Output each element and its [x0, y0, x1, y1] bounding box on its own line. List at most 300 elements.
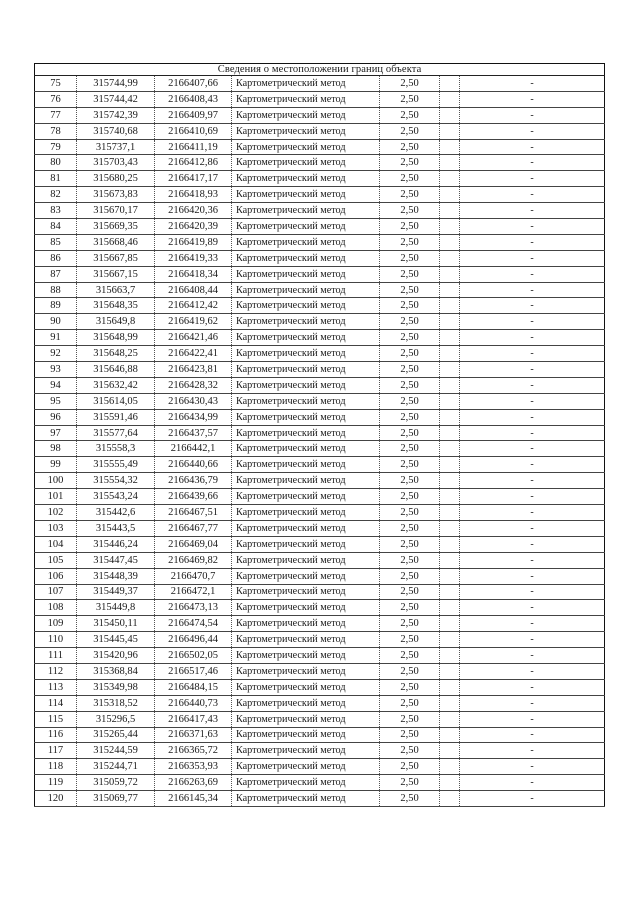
cell-point-number: 92	[35, 346, 77, 362]
table-row	[35, 520, 605, 536]
cell-accuracy: 2,50	[380, 600, 440, 616]
cell-method: Картометрический метод	[232, 393, 380, 409]
cell-accuracy: 2,50	[380, 520, 440, 536]
cell-coord-x: 315669,35	[77, 219, 155, 235]
cell-empty-cell	[440, 616, 460, 632]
cell-method: Картометрический метод	[232, 155, 380, 171]
cell-accuracy: 2,50	[380, 91, 440, 107]
cell-description: -	[460, 107, 605, 123]
cell-method: Картометрический метод	[232, 489, 380, 505]
cell-description: -	[460, 282, 605, 298]
cell-empty-cell	[440, 600, 460, 616]
cell-coord-x: 315744,99	[77, 76, 155, 92]
cell-accuracy: 2,50	[380, 775, 440, 791]
cell-method: Картометрический метод	[232, 266, 380, 282]
cell-coord-y: 2166412,86	[155, 155, 232, 171]
cell-coord-y: 2166517,46	[155, 663, 232, 679]
cell-coord-y: 2166469,82	[155, 552, 232, 568]
cell-description: -	[460, 584, 605, 600]
cell-accuracy: 2,50	[380, 441, 440, 457]
cell-accuracy: 2,50	[380, 282, 440, 298]
cell-empty-cell	[440, 91, 460, 107]
cell-accuracy: 2,50	[380, 171, 440, 187]
table-row	[35, 314, 605, 330]
cell-description: -	[460, 743, 605, 759]
cell-description: -	[460, 489, 605, 505]
cell-accuracy: 2,50	[380, 473, 440, 489]
cell-method: Картометрический метод	[232, 536, 380, 552]
cell-coord-y: 2166419,89	[155, 234, 232, 250]
table-row	[35, 282, 605, 298]
cell-empty-cell	[440, 107, 460, 123]
cell-point-number: 87	[35, 266, 77, 282]
cell-empty-cell	[440, 298, 460, 314]
cell-accuracy: 2,50	[380, 505, 440, 521]
cell-coord-y: 2166371,63	[155, 727, 232, 743]
table-row	[35, 568, 605, 584]
cell-point-number: 116	[35, 727, 77, 743]
cell-description: -	[460, 457, 605, 473]
cell-method: Картометрический метод	[232, 219, 380, 235]
cell-empty-cell	[440, 314, 460, 330]
table-row	[35, 600, 605, 616]
cell-point-number: 105	[35, 552, 77, 568]
cell-description: -	[460, 76, 605, 92]
cell-point-number: 119	[35, 775, 77, 791]
cell-description: -	[460, 409, 605, 425]
cell-method: Картометрический метод	[232, 552, 380, 568]
cell-accuracy: 2,50	[380, 711, 440, 727]
cell-coord-y: 2166428,32	[155, 377, 232, 393]
cell-description: -	[460, 759, 605, 775]
table-row	[35, 107, 605, 123]
table-row	[35, 91, 605, 107]
cell-description: -	[460, 616, 605, 632]
cell-accuracy: 2,50	[380, 346, 440, 362]
cell-accuracy: 2,50	[380, 234, 440, 250]
cell-description: -	[460, 775, 605, 791]
cell-description: -	[460, 250, 605, 266]
cell-coord-x: 315577,64	[77, 425, 155, 441]
cell-coord-x: 315667,15	[77, 266, 155, 282]
cell-coord-y: 2166437,57	[155, 425, 232, 441]
cell-point-number: 108	[35, 600, 77, 616]
cell-point-number: 97	[35, 425, 77, 441]
cell-method: Картометрический метод	[232, 425, 380, 441]
cell-method: Картометрический метод	[232, 473, 380, 489]
cell-method: Картометрический метод	[232, 171, 380, 187]
cell-description: -	[460, 139, 605, 155]
cell-point-number: 114	[35, 695, 77, 711]
cell-method: Картометрический метод	[232, 298, 380, 314]
cell-point-number: 82	[35, 187, 77, 203]
cell-method: Картометрический метод	[232, 520, 380, 536]
cell-coord-y: 2166436,79	[155, 473, 232, 489]
cell-point-number: 99	[35, 457, 77, 473]
cell-description: -	[460, 314, 605, 330]
cell-empty-cell	[440, 155, 460, 171]
cell-coord-y: 2166418,34	[155, 266, 232, 282]
cell-method: Картометрический метод	[232, 187, 380, 203]
cell-coord-x: 315744,42	[77, 91, 155, 107]
cell-point-number: 120	[35, 791, 77, 807]
cell-empty-cell	[440, 505, 460, 521]
cell-empty-cell	[440, 775, 460, 791]
cell-empty-cell	[440, 489, 460, 505]
cell-coord-x: 315244,71	[77, 759, 155, 775]
cell-accuracy: 2,50	[380, 155, 440, 171]
cell-coord-y: 2166422,41	[155, 346, 232, 362]
cell-accuracy: 2,50	[380, 377, 440, 393]
cell-description: -	[460, 600, 605, 616]
cell-coord-x: 315443,5	[77, 520, 155, 536]
cell-point-number: 90	[35, 314, 77, 330]
cell-point-number: 79	[35, 139, 77, 155]
table-row	[35, 441, 605, 457]
cell-coord-y: 2166440,66	[155, 457, 232, 473]
cell-method: Картометрический метод	[232, 584, 380, 600]
cell-description: -	[460, 298, 605, 314]
cell-accuracy: 2,50	[380, 314, 440, 330]
cell-accuracy: 2,50	[380, 679, 440, 695]
cell-accuracy: 2,50	[380, 457, 440, 473]
table-row	[35, 234, 605, 250]
cell-coord-y: 2166420,39	[155, 219, 232, 235]
cell-coord-x: 315447,45	[77, 552, 155, 568]
cell-description: -	[460, 377, 605, 393]
cell-coord-x: 315448,39	[77, 568, 155, 584]
table-row	[35, 759, 605, 775]
cell-empty-cell	[440, 473, 460, 489]
cell-description: -	[460, 520, 605, 536]
cell-coord-y: 2166423,81	[155, 362, 232, 378]
cell-empty-cell	[440, 139, 460, 155]
cell-coord-x: 315368,84	[77, 663, 155, 679]
table-row	[35, 727, 605, 743]
cell-point-number: 103	[35, 520, 77, 536]
cell-description: -	[460, 632, 605, 648]
table-row	[35, 171, 605, 187]
cell-description: -	[460, 393, 605, 409]
cell-method: Картометрический метод	[232, 139, 380, 155]
cell-description: -	[460, 187, 605, 203]
cell-coord-x: 315420,96	[77, 648, 155, 664]
cell-accuracy: 2,50	[380, 362, 440, 378]
cell-coord-y: 2166409,97	[155, 107, 232, 123]
cell-empty-cell	[440, 76, 460, 92]
cell-method: Картометрический метод	[232, 457, 380, 473]
cell-method: Картометрический метод	[232, 330, 380, 346]
cell-coord-x: 315680,25	[77, 171, 155, 187]
cell-empty-cell	[440, 250, 460, 266]
table-row	[35, 711, 605, 727]
cell-accuracy: 2,50	[380, 489, 440, 505]
cell-method: Картометрический метод	[232, 711, 380, 727]
cell-description: -	[460, 711, 605, 727]
cell-accuracy: 2,50	[380, 187, 440, 203]
cell-empty-cell	[440, 123, 460, 139]
cell-coord-x: 315670,17	[77, 203, 155, 219]
cell-coord-y: 2166502,05	[155, 648, 232, 664]
cell-accuracy: 2,50	[380, 393, 440, 409]
cell-method: Картометрический метод	[232, 727, 380, 743]
cell-coord-y: 2166442,1	[155, 441, 232, 457]
cell-point-number: 93	[35, 362, 77, 378]
cell-method: Картометрический метод	[232, 362, 380, 378]
cell-description: -	[460, 171, 605, 187]
cell-empty-cell	[440, 377, 460, 393]
cell-coord-y: 2166365,72	[155, 743, 232, 759]
cell-method: Картометрический метод	[232, 568, 380, 584]
cell-point-number: 110	[35, 632, 77, 648]
cell-accuracy: 2,50	[380, 743, 440, 759]
cell-empty-cell	[440, 695, 460, 711]
table-row	[35, 123, 605, 139]
cell-coord-x: 315649,8	[77, 314, 155, 330]
cell-coord-y: 2166440,73	[155, 695, 232, 711]
cell-description: -	[460, 362, 605, 378]
cell-coord-x: 315445,45	[77, 632, 155, 648]
cell-point-number: 83	[35, 203, 77, 219]
cell-description: -	[460, 219, 605, 235]
table-row	[35, 743, 605, 759]
table-row	[35, 346, 605, 362]
cell-coord-x: 315740,68	[77, 123, 155, 139]
cell-description: -	[460, 441, 605, 457]
cell-coord-y: 2166434,99	[155, 409, 232, 425]
document-page	[34, 63, 604, 807]
table-row	[35, 632, 605, 648]
cell-method: Картометрический метод	[232, 234, 380, 250]
cell-coord-y: 2166467,77	[155, 520, 232, 536]
cell-empty-cell	[440, 791, 460, 807]
cell-point-number: 75	[35, 76, 77, 92]
cell-empty-cell	[440, 648, 460, 664]
cell-coord-x: 315449,8	[77, 600, 155, 616]
cell-coord-y: 2166474,54	[155, 616, 232, 632]
cell-point-number: 96	[35, 409, 77, 425]
table-row	[35, 266, 605, 282]
cell-accuracy: 2,50	[380, 139, 440, 155]
cell-point-number: 106	[35, 568, 77, 584]
cell-coord-x: 315703,43	[77, 155, 155, 171]
table-row	[35, 362, 605, 378]
cell-coord-y: 2166417,17	[155, 171, 232, 187]
cell-point-number: 113	[35, 679, 77, 695]
table-row	[35, 536, 605, 552]
table-row	[35, 663, 605, 679]
cell-method: Картометрический метод	[232, 632, 380, 648]
cell-method: Картометрический метод	[232, 663, 380, 679]
cell-accuracy: 2,50	[380, 648, 440, 664]
cell-accuracy: 2,50	[380, 330, 440, 346]
cell-coord-x: 315668,46	[77, 234, 155, 250]
cell-point-number: 86	[35, 250, 77, 266]
table-row	[35, 203, 605, 219]
cell-point-number: 115	[35, 711, 77, 727]
table-row	[35, 791, 605, 807]
table-row	[35, 298, 605, 314]
table-row	[35, 648, 605, 664]
cell-description: -	[460, 695, 605, 711]
cell-point-number: 109	[35, 616, 77, 632]
table-row	[35, 616, 605, 632]
table-row	[35, 505, 605, 521]
cell-coord-x: 315069,77	[77, 791, 155, 807]
cell-empty-cell	[440, 632, 460, 648]
cell-coord-x: 315554,32	[77, 473, 155, 489]
cell-point-number: 80	[35, 155, 77, 171]
cell-description: -	[460, 425, 605, 441]
cell-point-number: 118	[35, 759, 77, 775]
cell-accuracy: 2,50	[380, 266, 440, 282]
cell-method: Картометрический метод	[232, 282, 380, 298]
cell-empty-cell	[440, 727, 460, 743]
cell-coord-x: 315543,24	[77, 489, 155, 505]
cell-empty-cell	[440, 171, 460, 187]
cell-coord-y: 2166263,69	[155, 775, 232, 791]
cell-coord-y: 2166496,44	[155, 632, 232, 648]
cell-empty-cell	[440, 584, 460, 600]
cell-coord-y: 2166408,43	[155, 91, 232, 107]
cell-empty-cell	[440, 362, 460, 378]
cell-coord-x: 315591,46	[77, 409, 155, 425]
cell-point-number: 76	[35, 91, 77, 107]
table-row	[35, 552, 605, 568]
cell-coord-x: 315614,05	[77, 393, 155, 409]
cell-coord-y: 2166417,43	[155, 711, 232, 727]
cell-point-number: 107	[35, 584, 77, 600]
cell-empty-cell	[440, 409, 460, 425]
cell-description: -	[460, 791, 605, 807]
cell-empty-cell	[440, 393, 460, 409]
cell-empty-cell	[440, 187, 460, 203]
cell-description: -	[460, 679, 605, 695]
cell-accuracy: 2,50	[380, 409, 440, 425]
cell-accuracy: 2,50	[380, 791, 440, 807]
cell-method: Картометрический метод	[232, 441, 380, 457]
cell-point-number: 91	[35, 330, 77, 346]
cell-description: -	[460, 663, 605, 679]
cell-coord-x: 315555,49	[77, 457, 155, 473]
cell-coord-x: 315442,6	[77, 505, 155, 521]
cell-coord-y: 2166407,66	[155, 76, 232, 92]
cell-coord-y: 2166439,66	[155, 489, 232, 505]
table-title-row	[35, 64, 605, 76]
cell-point-number: 102	[35, 505, 77, 521]
cell-accuracy: 2,50	[380, 552, 440, 568]
cell-method: Картометрический метод	[232, 314, 380, 330]
cell-method: Картометрический метод	[232, 648, 380, 664]
cell-accuracy: 2,50	[380, 76, 440, 92]
cell-coord-y: 2166411,19	[155, 139, 232, 155]
cell-point-number: 81	[35, 171, 77, 187]
table-row	[35, 584, 605, 600]
cell-coord-x: 315446,24	[77, 536, 155, 552]
cell-point-number: 112	[35, 663, 77, 679]
cell-description: -	[460, 648, 605, 664]
cell-coord-x: 315646,88	[77, 362, 155, 378]
cell-empty-cell	[440, 759, 460, 775]
cell-point-number: 84	[35, 219, 77, 235]
cell-coord-x: 315663,7	[77, 282, 155, 298]
cell-coord-x: 315449,37	[77, 584, 155, 600]
cell-empty-cell	[440, 282, 460, 298]
cell-accuracy: 2,50	[380, 663, 440, 679]
table-row	[35, 489, 605, 505]
cell-coord-y: 2166412,42	[155, 298, 232, 314]
cell-coord-y: 2166353,93	[155, 759, 232, 775]
cell-coord-y: 2166470,7	[155, 568, 232, 584]
cell-method: Картометрический метод	[232, 250, 380, 266]
cell-empty-cell	[440, 711, 460, 727]
table-row	[35, 187, 605, 203]
table-title: Сведения о местоположении границ объекта	[35, 64, 605, 76]
cell-accuracy: 2,50	[380, 616, 440, 632]
cell-empty-cell	[440, 266, 460, 282]
cell-method: Картометрический метод	[232, 695, 380, 711]
cell-point-number: 100	[35, 473, 77, 489]
cell-accuracy: 2,50	[380, 759, 440, 775]
cell-coord-x: 315296,5	[77, 711, 155, 727]
cell-empty-cell	[440, 219, 460, 235]
cell-method: Картометрический метод	[232, 505, 380, 521]
cell-accuracy: 2,50	[380, 727, 440, 743]
cell-method: Картометрический метод	[232, 600, 380, 616]
cell-method: Картометрический метод	[232, 377, 380, 393]
cell-point-number: 104	[35, 536, 77, 552]
cell-coord-y: 2166469,04	[155, 536, 232, 552]
cell-accuracy: 2,50	[380, 203, 440, 219]
table-row	[35, 219, 605, 235]
table-row	[35, 155, 605, 171]
cell-coord-y: 2166408,44	[155, 282, 232, 298]
cell-empty-cell	[440, 520, 460, 536]
cell-point-number: 88	[35, 282, 77, 298]
cell-empty-cell	[440, 743, 460, 759]
cell-method: Картометрический метод	[232, 409, 380, 425]
cell-method: Картометрический метод	[232, 743, 380, 759]
cell-description: -	[460, 155, 605, 171]
cell-point-number: 95	[35, 393, 77, 409]
cell-empty-cell	[440, 663, 460, 679]
cell-accuracy: 2,50	[380, 425, 440, 441]
cell-coord-x: 315059,72	[77, 775, 155, 791]
cell-point-number: 85	[35, 234, 77, 250]
cell-coord-x: 315318,52	[77, 695, 155, 711]
cell-method: Картометрический метод	[232, 91, 380, 107]
cell-description: -	[460, 536, 605, 552]
cell-coord-y: 2166410,69	[155, 123, 232, 139]
cell-description: -	[460, 330, 605, 346]
cell-empty-cell	[440, 552, 460, 568]
cell-description: -	[460, 505, 605, 521]
table-row	[35, 139, 605, 155]
table-row	[35, 473, 605, 489]
cell-description: -	[460, 473, 605, 489]
cell-method: Картометрический метод	[232, 791, 380, 807]
cell-method: Картометрический метод	[232, 616, 380, 632]
table-row	[35, 250, 605, 266]
table-row	[35, 425, 605, 441]
cell-coord-x: 315349,98	[77, 679, 155, 695]
cell-point-number: 111	[35, 648, 77, 664]
cell-coord-y: 2166473,13	[155, 600, 232, 616]
cell-coord-x: 315648,99	[77, 330, 155, 346]
cell-method: Картометрический метод	[232, 203, 380, 219]
cell-method: Картометрический метод	[232, 123, 380, 139]
cell-empty-cell	[440, 346, 460, 362]
